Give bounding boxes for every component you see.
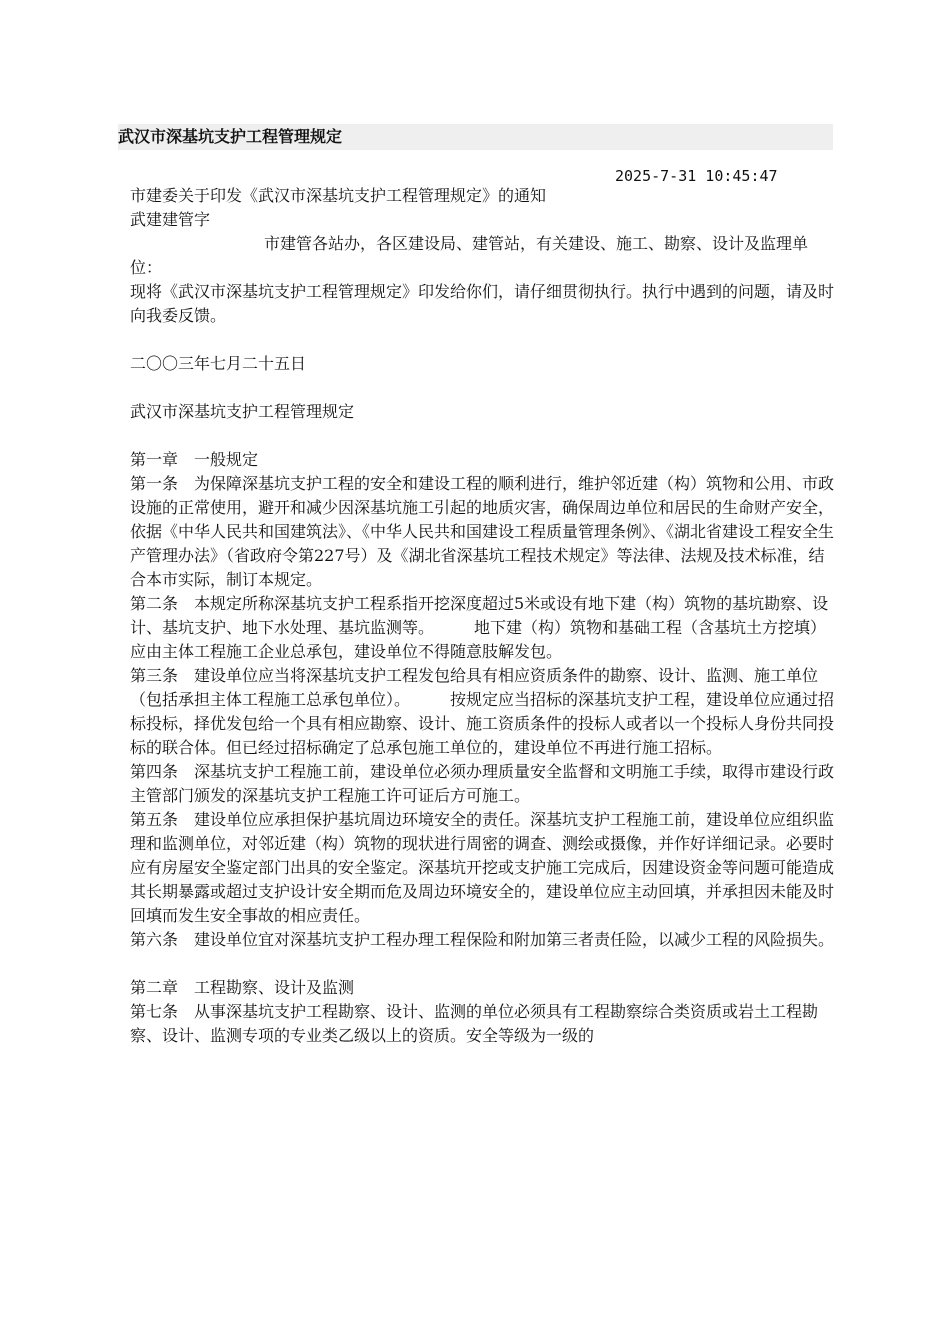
chapter-1-heading: 第一章 一般规定 [130, 450, 259, 469]
header-title-bar [118, 124, 833, 150]
article-4: 第四条 深基坑支护工程施工前，建设单位必须办理质量安全监督和文明施工手续，取得市建设行政主管部门颁发的深基坑支护工程施工许可证后方可施工。 [130, 762, 835, 805]
header-title: 武汉市深基坑支护工程管理规定 [118, 127, 343, 146]
regulation-title: 武汉市深基坑支护工程管理规定 [130, 402, 355, 421]
addressees: 市建管各站办，各区建设局、建管站，有关建设、施工、勘察、设计及监理单位： [130, 234, 809, 277]
chapter-2-heading: 第二章 工程勘察、设计及监测 [130, 978, 355, 997]
timestamp: 2025-7-31 10:45:47 [615, 167, 778, 185]
issue-date: 二〇〇三年七月二十五日 [130, 354, 307, 373]
doc-number: 武建建管字 [130, 210, 211, 229]
intro-paragraph: 现将《武汉市深基坑支护工程管理规定》印发给你们，请仔细贯彻执行。执行中遇到的问题，请及时向我委反馈。 [130, 282, 835, 325]
article-5: 第五条 建设单位应承担保护基坑周边环境安全的责任。深基坑支护工程施工前，建设单位应组织监理和监测单位，对邻近建（构）筑物的现状进行周密的调查、测绘或摄像，并作好详细记录。必要时应有房屋安全鉴定部门出具的安全鉴定。深基坑开挖或支护施工完成后，因建设资金等问题可能造成其长期暴露或超过支护设计安全期而危及周边环境安全的，建设单位应主动回填，并承担因未能及时回填而发生安全事故的相应责任。 [130, 810, 835, 925]
notice-title: 市建委关于印发《武汉市深基坑支护工程管理规定》的通知 [130, 186, 547, 205]
article-6: 第六条 建设单位宜对深基坑支护工程办理工程保险和附加第三者责任险，以减少工程的风险损失。 [130, 930, 835, 949]
article-3: 第三条 建设单位应当将深基坑支护工程发包给具有相应资质条件的勘察、设计、监测、施工单位（包括承担主体工程施工总承包单位）。 按规定应当招标的深基坑支护工程，建设单位应通过招标投标，择优发包给一个具有相应勘察、设计、施工资质条件的投标人或者以一个投标人身份共同投标的联合体。但已经过招标确定了总承包施工单位的，建设单位不再进行施工招标。 [130, 666, 835, 757]
article-2: 第二条 本规定所称深基坑支护工程系指开挖深度超过5米或设有地下建（构）筑物的基坑勘察、设计、基坑支护、地下水处理、基坑监测等。 地下建（构）筑物和基础工程（含基坑土方挖填）应由主体工程施工企业总承包，建设单位不得随意肢解发包。 [130, 594, 829, 661]
document-body [130, 184, 835, 1048]
article-7: 第七条 从事深基坑支护工程勘察、设计、监测的单位必须具有工程勘察综合类资质或岩土工程勘察、设计、监测专项的专业类乙级以上的资质。安全等级为一级的 [130, 1002, 819, 1045]
article-1: 第一条 为保障深基坑支护工程的安全和建设工程的顺利进行，维护邻近建（构）筑物和公用、市政设施的正常使用，避开和减少因深基坑施工引起的地质灾害，确保周边单位和居民的生命财产安全，依据《中华人民共和国建筑法》、《中华人民共和国建设工程质量管理条例》、《湖北省建设工程安全生产管理办法》（省政府令第227号）及《湖北省深基坑工程技术规定》等法律、法规及技术标准，结合本市实际，制订本规定。 [130, 474, 835, 589]
